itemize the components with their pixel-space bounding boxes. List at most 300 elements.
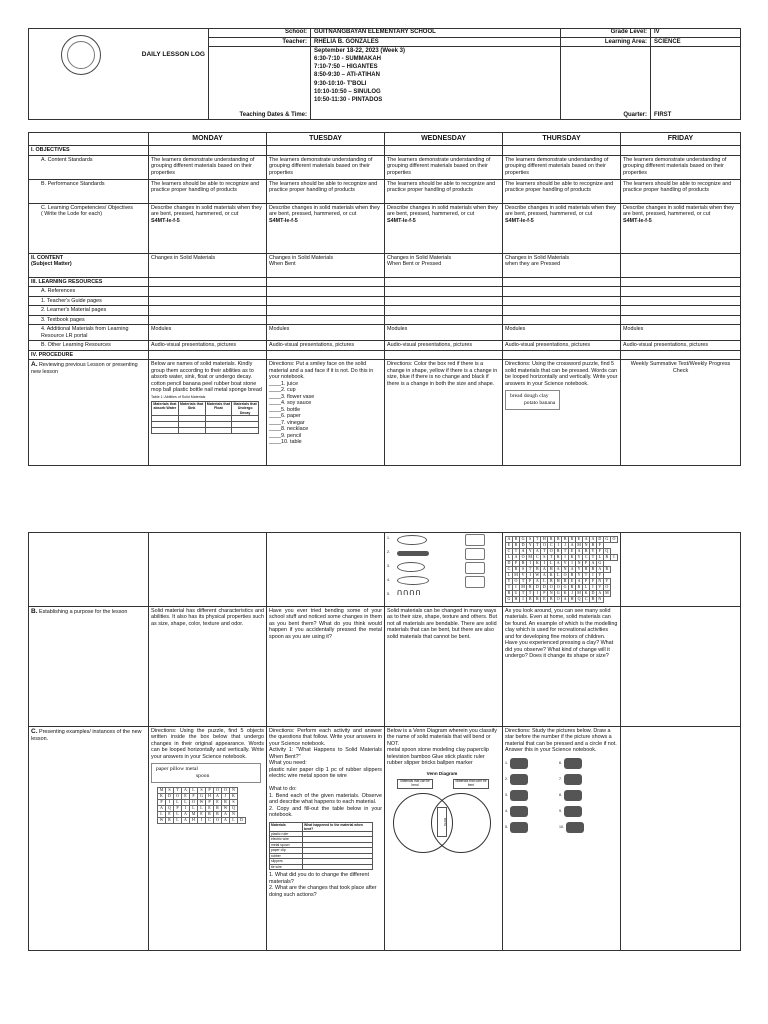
textbook-label: 3. Textbook pages [29, 315, 149, 324]
proc-c-text: Presenting examples/ instances of the new lesson. [31, 729, 142, 742]
performance-standards-label: B. Performance Standards [29, 179, 149, 203]
grade-label: Grade Level: [561, 29, 651, 38]
puzzle-letter: L [506, 573, 513, 579]
picture-number: 7. [559, 777, 562, 782]
puzzle-letter: D [520, 543, 527, 549]
puzzle-letter: C [548, 543, 555, 549]
puzzle-letter: T [527, 591, 534, 597]
av-thu: Audio-visual presentations, pictures [503, 341, 621, 350]
puzzle-letter: G [562, 585, 569, 591]
picture-item [505, 774, 549, 785]
puzzle-letter: A [555, 567, 562, 573]
puzzle-letter: R [534, 597, 541, 603]
puzzle-letter: T [562, 549, 569, 555]
puzzle-letter: N [562, 567, 569, 573]
puzzle-letter: E [506, 543, 513, 549]
puzzle-letter: L [583, 585, 590, 591]
puzzle-letter: P [174, 805, 182, 811]
puzzle-letter: M [528, 554, 532, 559]
puzzle-letter: J [222, 793, 230, 799]
proc-c-mon-text: Directions: Using the puzzle, find 5 objects written inside the box below that undergo changes in their original appearance. Words can be looped horizontally and vertically. Write your answers in your Science notebook. [151, 728, 264, 760]
puzzle-letter: B [548, 597, 555, 603]
puzzle-letter: Y [562, 561, 569, 567]
perf-std-mon: The learners should be able to recognize and practice proper handling of products [149, 179, 267, 203]
puzzle-letter: S [230, 799, 238, 805]
puzzle-letter: V [520, 573, 527, 579]
week-text: September 18-22, 2023 (Week 3) [314, 48, 405, 55]
puzzle-letter: I [610, 555, 617, 561]
puzzle-letter: C [206, 817, 214, 823]
proc-a-thu-text: Directions: Using the crossword puzzle, find 5 solid materials that can be pressed. Words can be looped horizontally and vertically. Write your answers in your Science notebook. [505, 361, 618, 387]
puzzle-letter: R [569, 573, 576, 579]
procedure-title: IV. PROCEDURE [29, 350, 149, 359]
comp-thu [503, 203, 621, 253]
picture-number: 2. [505, 777, 508, 782]
comp-code: S4MT-Ie-f-5 [505, 217, 534, 224]
puzzle-letter: R [512, 567, 519, 573]
puzzle-letter: P [512, 561, 519, 567]
quarter-value: FIRST [651, 47, 741, 120]
puzzle-letter: Y [575, 555, 582, 561]
puzzle-letter: Y [603, 579, 610, 585]
material-picture-icon [510, 806, 528, 817]
puzzle-letter: O [214, 817, 222, 823]
puzzle-letter: G [555, 591, 562, 597]
day-header-friday: FRIDAY [621, 133, 741, 146]
puzzle-letter: R [166, 817, 174, 823]
puzzle-letter: E [206, 805, 214, 811]
puzzle-letter: S [527, 537, 534, 543]
material-picture-icon [510, 758, 528, 769]
material-picture-icon [510, 822, 528, 833]
puzzle-letter: L [548, 561, 555, 567]
references-label: A. References [29, 287, 149, 296]
answer-box[interactable] [465, 534, 485, 546]
puzzle-letter: L [596, 555, 603, 561]
perf-std-thu: The learners should be able to recognize and practice proper handling of products [503, 179, 621, 203]
bent-table-material: tie wire [270, 864, 303, 870]
teacher-value: RHELIA B. GONZALES [311, 38, 561, 47]
picture-item [505, 806, 549, 817]
puzzle-letter: I [555, 543, 562, 549]
puzzle-letter: Q [230, 805, 238, 811]
puzzle-letter: A [512, 555, 519, 561]
material-picture-icon [510, 774, 528, 785]
puzzle-letter: T [520, 591, 527, 597]
puzzle-letter: O [512, 579, 519, 585]
abilities-h2: Materials that Sink [178, 401, 205, 415]
material-picture-icon [564, 790, 582, 801]
puzzle-letter: A [569, 543, 576, 549]
puzzle-letter: T [506, 585, 513, 591]
puzzle-letter: A [589, 561, 596, 567]
bent-table-material: electric wire [270, 837, 303, 843]
content-label: II. CONTENT (Subject Matter) [29, 253, 149, 277]
puzzle-letter: A [596, 567, 603, 573]
puzzle-letter: L [190, 787, 198, 793]
monday-word-box [151, 763, 261, 782]
material-picture-icon [566, 822, 584, 833]
puzzle-letter: H [190, 817, 198, 823]
content-std-tue: The learners demonstrate understanding of grouping different materials based on their properties [267, 155, 385, 179]
puzzle-letter: D [534, 585, 541, 591]
puzzle-letter: I [520, 597, 527, 603]
puzzle-letter: M [577, 542, 581, 547]
bent-table-h2: What happened to the material when bent? [303, 822, 373, 831]
proc-a-tue: Directions: Put a smiley face on the solid material and a sad face if it is not. Do this in your notebook. ____1. juice ____2. cup ____3. flower vase ____4. soy sauce ____5. bottle ____6. paper ____7. vinegar ____8. necklace ____9. pencil ____10. table [267, 360, 385, 466]
proc-c-mon [149, 727, 267, 951]
puzzle-letter: B [548, 579, 555, 585]
puzzle-letter: M [577, 590, 581, 595]
puzzle-letter: L [182, 799, 190, 805]
puzzle-letter: R [603, 555, 610, 561]
puzzle-letter: O [562, 573, 569, 579]
puzzle-letter: T [589, 555, 596, 561]
puzzle-letter: O [555, 597, 562, 603]
picture-item [559, 774, 603, 785]
proc-b-tue: Have you ever tried bending some of your school stuff and noticed some changes in them as you bent them? What do you think would happen if you accidentally pressed the metal spoon as you are using it? [267, 607, 385, 727]
puzzle-letter: G [506, 597, 513, 603]
answer-box[interactable] [465, 562, 485, 574]
puzzle-letter: R [583, 567, 590, 573]
content-std-wed: The learners demonstrate understanding of grouping different materials based on their properties [385, 155, 503, 179]
puzzle-letter: C [583, 597, 590, 603]
schedule-1: 6:30-7:10 - SUMMAKAH [314, 56, 382, 63]
abilities-table [151, 401, 259, 434]
modules-fri: Modules [621, 325, 741, 341]
proc-c-thu-text: Directions: Study the pictures below. Draw a star before the number if the picture shows a material that can be pressed and a circle if not. Answer this in your Science notebook. [505, 728, 617, 754]
venn-diagram [387, 771, 497, 861]
proc-c-label-cell [29, 727, 149, 951]
puzzle-letter: L [555, 573, 562, 579]
modules-mon: Modules [149, 325, 267, 341]
puzzle-letter: B [562, 537, 569, 543]
area-value: SCIENCE [651, 38, 741, 47]
comp-text: Describe changes in solid materials when they are bent, pressed, hammered, or cut [505, 204, 616, 218]
puzzle-letter: T [541, 549, 548, 555]
puzzle-letter: T [534, 537, 541, 543]
modules-thu: Modules [503, 325, 621, 341]
venn-left-label: Materials that can be bend [397, 779, 433, 789]
av-fri: Audio-visual presentations, pictures [621, 341, 741, 350]
puzzle-letter: N [596, 579, 603, 585]
material-picture-icon [564, 806, 582, 817]
proc-a-letter: A. [31, 361, 38, 369]
puzzle-letter: T [548, 555, 555, 561]
proc-c-tue [267, 727, 385, 951]
puzzle-letter: R [555, 555, 562, 561]
puzzle-letter: F [589, 579, 596, 585]
puzzle-letter: K [562, 591, 569, 597]
puzzle-letter: O [603, 585, 610, 591]
pressed-pictures-grid [505, 758, 618, 833]
puzzle-letter: R [222, 799, 230, 805]
puzzle-letter: G [198, 793, 206, 799]
puzzle-letter: A [541, 573, 548, 579]
picture-number: 3. [505, 793, 508, 798]
puzzle-letter: O [520, 555, 527, 561]
wed-item-4: 4. [387, 578, 390, 582]
puzzle-letter: I [182, 805, 190, 811]
answer-box[interactable] [465, 576, 485, 588]
puzzle-letter: A [541, 567, 548, 573]
puzzle-letter: O [610, 537, 617, 543]
puzzle-letter: A [506, 537, 513, 543]
puzzle-letter: H [206, 793, 214, 799]
puzzle-letter: I [562, 555, 569, 561]
comp-code: S4MT-Ie-f-5 [623, 217, 652, 224]
puzzle-letter: R [527, 585, 534, 591]
schedule-4: 9:30-10:10- T'BOLI [314, 80, 367, 87]
monday-word-puzzle [157, 787, 246, 824]
puzzle-letter: A [575, 579, 582, 585]
puzzle-letter: Y [589, 549, 596, 555]
puzzle-letter: O [541, 543, 548, 549]
picture-number: 10. [559, 825, 564, 830]
puzzle-letter: T [583, 573, 590, 579]
picture-item [559, 806, 603, 817]
comp-code: S4MT-Ie-f-5 [151, 217, 180, 224]
puzzle-letter: S [198, 787, 206, 793]
picture-number: 1. [505, 761, 508, 766]
puzzle-letter: T [512, 549, 519, 555]
puzzle-letter: B [589, 543, 596, 549]
puzzle-letter: Y [596, 573, 603, 579]
puzzle-letter: I [541, 561, 548, 567]
proc-c-letter: C. [31, 728, 38, 735]
puzzle-letter: D [166, 793, 174, 799]
deped-seal-icon [61, 35, 101, 75]
modules-tue: Modules [267, 325, 385, 341]
wed-item-3: 3. [387, 564, 390, 568]
abilities-h4: Materials that Undergo Decay [233, 401, 257, 415]
proc-a-wed: Directions: Color the box red if there is a change in shape, yellow if there is a change in size, blue if there is no change and black if there is a change in both the size and shape. [385, 360, 503, 466]
puzzle-letter: U [512, 591, 519, 597]
day-header-monday: MONDAY [149, 133, 267, 146]
comp-code: S4MT-Ie-f-5 [269, 217, 298, 224]
puzzle-letter: L [198, 805, 206, 811]
puzzle-letter: H [512, 597, 519, 603]
puzzle-letter: F [596, 549, 603, 555]
lm-label: 2. Learner's Material pages [29, 306, 149, 315]
comp-text: Describe changes in solid materials when they are bent, pressed, hammered, or cut [151, 204, 262, 218]
objectives-title: I. OBJECTIVES [29, 146, 149, 155]
puzzle-letter: M [514, 572, 518, 577]
puzzle-letter: E [214, 799, 222, 805]
puzzle-letter: R [569, 585, 576, 591]
perf-std-tue: The learners should be able to recognize and practice proper handling of products [267, 179, 385, 203]
puzzle-letter: L [190, 805, 198, 811]
puzzle-letter: K [548, 573, 555, 579]
venn-center-label: BOTH [437, 807, 447, 837]
puzzle-letter: P [583, 561, 590, 567]
puzzle-letter: O [555, 585, 562, 591]
content-wed: Changes in Solid Materials When Bent or Pressed [385, 253, 503, 277]
puzzle-letter: S [541, 555, 548, 561]
puzzle-letter: R [589, 567, 596, 573]
bent-table-h1: Materials [270, 822, 303, 831]
puzzle-letter: I [589, 585, 596, 591]
puzzle-letter: G [520, 537, 527, 543]
puzzle-letter: A [214, 793, 222, 799]
dates-label: Teaching Dates & Time: [209, 47, 311, 120]
puzzle-letter: Y [527, 543, 534, 549]
venn-title: Venn Diagram [426, 770, 458, 776]
content-std-fri: The learners demonstrate understanding of grouping different materials based on their properties [621, 155, 741, 179]
puzzle-letter: L [541, 579, 548, 585]
day-header-tuesday: TUESDAY [267, 133, 385, 146]
puzzle-letter: C [506, 549, 513, 555]
puzzle-letter: E [575, 537, 582, 543]
schedule-5: 10:10-10:50 – SINULOG [314, 88, 381, 95]
puzzle-letter: D [596, 537, 603, 543]
puzzle-letter: A [596, 591, 603, 597]
puzzle-letter: W [198, 799, 206, 805]
puzzle-letter: D [238, 817, 246, 823]
comp-fri [621, 203, 741, 253]
puzzle-letter: I [527, 561, 534, 567]
puzzle-letter: F [596, 543, 603, 549]
puzzle-letter: R [575, 585, 582, 591]
proc-a-thu [503, 360, 621, 466]
venn-right-label: Materials that can't be bent [453, 779, 489, 789]
puzzle-letter: A [182, 787, 190, 793]
comp-text: Describe changes in solid materials when they are bent, pressed, hammered, or cut [623, 204, 734, 218]
puzzle-letter: B [527, 597, 534, 603]
puzzle-letter: I [166, 799, 174, 805]
puzzle-letter: B [589, 597, 596, 603]
picture-number: 9. [559, 809, 562, 814]
puzzle-letter: O [222, 787, 230, 793]
wed-item-1: 1. [387, 536, 390, 540]
proc-a-label-cell [29, 360, 149, 466]
proc-b-wed: Solid materials can be changed in many ways as to their size, shape, texture and others. But not all materials are bendable. There are solid materials that can be bent, but there are also solid materials that cannot be bent. [385, 607, 503, 727]
puzzle-letter: L [174, 817, 182, 823]
puzzle-letter: B [583, 549, 590, 555]
abilities-h1: Materials that absorb Water [152, 401, 179, 415]
picture-number: 5. [505, 825, 508, 830]
puzzle-letter: R [569, 537, 576, 543]
school-label: School: [209, 29, 311, 38]
bent-table-material: slippers [270, 859, 303, 865]
bent-table-material: metal spoon [270, 842, 303, 848]
puzzle-letter: I [527, 573, 534, 579]
puzzle-letter: H [541, 537, 548, 543]
comp-text: Describe changes in solid materials when they are bent, pressed, hammered, or cut [269, 204, 380, 218]
tg-label: 1. Teacher's Guide pages [29, 296, 149, 305]
puzzle-letter: I [198, 817, 206, 823]
puzzle-letter: W [222, 805, 230, 811]
av-tue: Audio-visual presentations, pictures [267, 341, 385, 350]
corner-cell [29, 133, 149, 146]
material-picture-icon [564, 758, 582, 769]
proc-b-label-cell [29, 607, 149, 727]
day-header-thursday: THURSDAY [503, 133, 621, 146]
comp-code: S4MT-Ie-f-5 [387, 217, 416, 224]
bent-table-material: rubber [270, 853, 303, 859]
dll-title: DAILY LESSON LOG [141, 51, 205, 59]
puzzle-letter: M [521, 584, 525, 589]
schedule-6: 10:50-11:30 - PINTADOS [314, 96, 383, 103]
puzzle-letter: W [158, 817, 166, 823]
puzzle-letter: A [589, 537, 596, 543]
comp-wed [385, 203, 503, 253]
puzzle-letter: K [158, 793, 166, 799]
bent-table-material: plastic ruler [270, 831, 303, 837]
puzzle-letter: B [555, 537, 562, 543]
puzzle-letter: W [535, 572, 540, 577]
puzzle-letter: A [583, 537, 590, 543]
answer-box[interactable] [465, 548, 485, 560]
abilities-h3: Materials that Float [205, 401, 232, 415]
picture-item [505, 790, 549, 801]
picture-item [559, 822, 603, 833]
proc-a-fri: Weekly Summative Test/Weekly Progress Check [621, 360, 741, 466]
puzzle-letter: A [534, 579, 541, 585]
perf-std-wed: The learners should be able to recognize and practice proper handling of products [385, 179, 503, 203]
puzzle-letter: P [158, 799, 166, 805]
picture-number: 6. [559, 761, 562, 766]
puzzle-letter: P [583, 579, 590, 585]
wed-picture-list [385, 533, 503, 607]
proc-a-mon-text: Below are names of solid materials. Kindly group them according to their abilities as to absorb water, sink, float or undergo decay. cotton pencil banana peel rubber boat stone mop ball plastic bottle nail metal sponge bread [151, 361, 262, 394]
lesson-table-2 [28, 532, 741, 951]
puzzle-letter: A [182, 817, 190, 823]
puzzle-letter: Y [527, 549, 534, 555]
puzzle-letter: T [174, 787, 182, 793]
content-std-thu: The learners demonstrate understanding of grouping different materials based on their properties [503, 155, 621, 179]
puzzle-letter: T [520, 579, 527, 585]
puzzle-letter: A [182, 811, 190, 817]
puzzle-letter: C [534, 555, 541, 561]
puzzle-letter: R [603, 567, 610, 573]
puzzle-letter: O [190, 799, 198, 805]
puzzle-letter: A [158, 805, 166, 811]
puzzle-letter: Y [506, 579, 513, 585]
puzzle-letter: J [569, 591, 576, 597]
monday-words-2: spoon [196, 773, 210, 780]
puzzle-letter: N [583, 543, 590, 549]
puzzle-letter: O [174, 793, 182, 799]
puzzle-letter: D [589, 591, 596, 597]
thursday-word-box [505, 390, 560, 409]
puzzle-letter: R [548, 537, 555, 543]
content-tue: Changes in Solid Materials When Bent [267, 253, 385, 277]
picture-item [505, 758, 549, 769]
puzzle-letter: H [548, 567, 555, 573]
puzzle-letter: Q [603, 549, 610, 555]
school-value: GUITNANGBAYAN ELEMENTARY SCHOOL [311, 29, 561, 38]
proc-c-wed-text: Below is a Venn Diagram wherein you classify the name of solid materials that will bend or NOT. metal spoon stone modeling clay paperclip television bamboo Glue stick plastic ruler rubber slipper bricks ballpen marker [387, 728, 497, 767]
puzzle-letter: K [534, 561, 541, 567]
paperclips-icon: ᑎᑎᑎᑎ [397, 590, 422, 597]
av-mon: Audio-visual presentations, pictures [149, 341, 267, 350]
puzzle-letter: L [174, 811, 182, 817]
clay-icon [397, 562, 425, 572]
puzzle-letter: N [548, 591, 555, 597]
wed-item-5: 5. [387, 592, 390, 596]
proc-b-text: Establishing a purpose for the lesson [39, 609, 128, 615]
proc-c-wed [385, 727, 503, 951]
wire-coil-icon [397, 535, 427, 545]
comp-text: Describe changes in solid materials when they are bent, pressed, hammered, or cut [387, 204, 498, 218]
puzzle-letter: E [182, 793, 190, 799]
picture-number: 8. [559, 793, 562, 798]
puzzle-letter: I [589, 573, 596, 579]
abilities-table-caption: Table 1: Abilities of Solid Materials [151, 394, 206, 399]
puzzle-letter: F [190, 793, 198, 799]
puzzle-letter: S [166, 787, 174, 793]
